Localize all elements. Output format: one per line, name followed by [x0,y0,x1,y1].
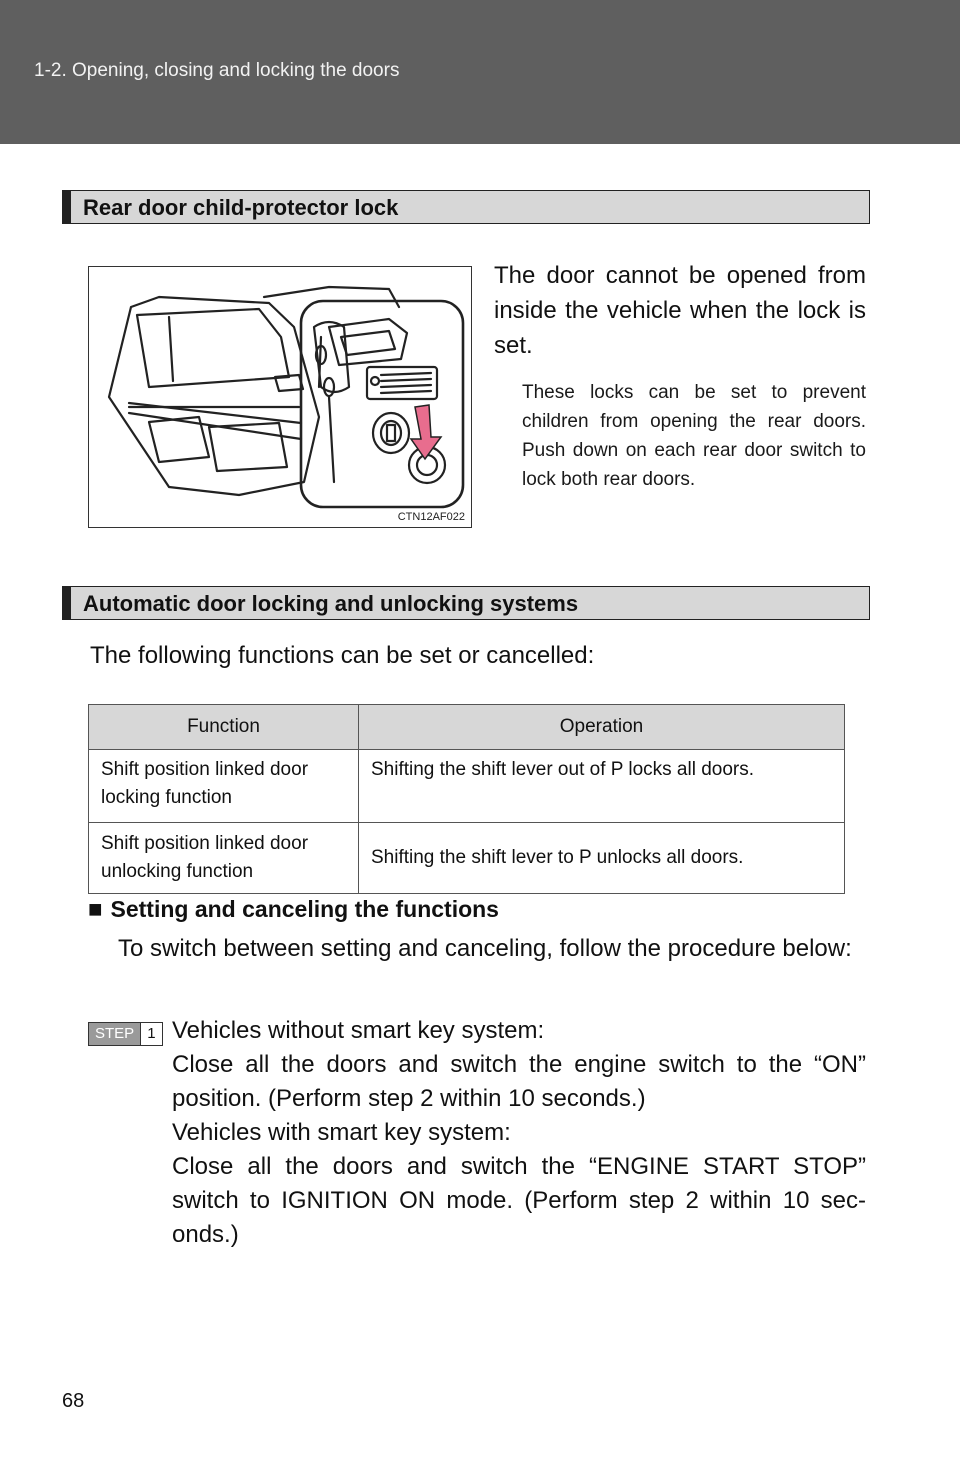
lock-note: These locks can be set to prevent children from opening the rear doors. Push down on each rear door switch to lock both rear doors. [522,382,866,490]
section-heading-auto-lock [62,586,870,620]
figure-code: CTN12AF022 [397,511,465,523]
table-row [89,750,845,823]
step-line: Close all the doors and switch the engine switch to the “ON” position. (Perform step 2 within 10 seconds.) [172,1051,866,1112]
step-badge [88,1022,163,1046]
functions-table [88,704,845,894]
function-cell: Shift position linked door unlocking function [89,823,359,894]
column-header-operation: Operation [359,705,845,750]
step-line: Vehicles without smart key system: [172,1017,545,1044]
step-label: STEP [89,1023,140,1045]
function-cell: Shift position linked door locking function [89,750,359,823]
table-row [89,823,845,894]
subheading-setting [88,896,499,924]
step-1-text [172,1014,866,1252]
chapter-title: 1-2. Opening, closing and locking the doors [34,60,400,81]
door-lock-illustration [88,266,472,528]
column-header-function: Function [89,705,359,750]
door-lock-drawing [89,267,472,528]
step-line: Vehicles with smart key system: [172,1119,511,1146]
page-number: 68 [62,1390,85,1412]
section-title: Rear door child-protector lock [83,195,399,220]
step-line: Close all the doors and switch the “ENGINE START STOP” switch to IGNITION ON mode. (Perform step 2 within 10 sec-onds.) [172,1153,866,1248]
header-band [0,0,960,144]
step-number: 1 [140,1023,161,1045]
table-header-row [89,705,845,750]
subheading-text: Setting and canceling the functions [110,896,499,922]
procedure-intro: To switch between setting and canceling, follow the procedure below: [118,935,852,962]
functions-intro: The following functions can be set or cancelled: [90,642,595,669]
section-title: Automatic door locking and unlocking systems [83,591,579,616]
operation-cell: Shifting the shift lever to P unlocks all doors. [359,823,845,894]
section-heading-child-lock [62,190,870,224]
operation-cell: Shifting the shift lever out of P locks all doors. [359,750,845,823]
square-bullet-icon: ■ [88,896,103,923]
lock-description: The door cannot be opened from inside the vehicle when the lock is set. [494,262,866,359]
